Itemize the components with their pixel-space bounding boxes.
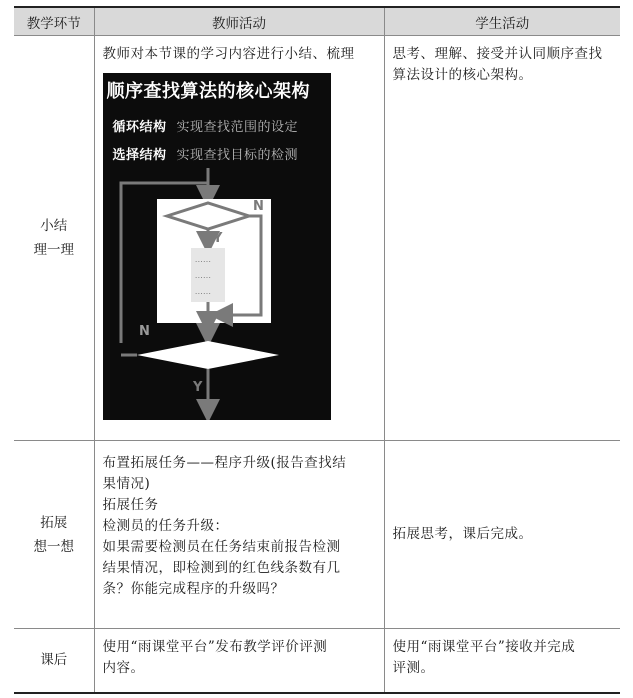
student-text-line: 拓展思考，课后完成。 (392, 526, 533, 542)
header-teacher: 教师活动 (94, 7, 384, 36)
teacher-text-line: 检测员的任务升级： (102, 518, 229, 534)
outer-no-label: N (138, 324, 150, 339)
flowchart-slide (103, 73, 331, 420)
teacher-intro-text: 教师对本节课的学习内容进行小结、梳理 (102, 46, 355, 62)
outer-decision-diamond (137, 341, 279, 369)
process-line-3: ······ (194, 290, 211, 298)
header-student: 学生活动 (384, 7, 620, 36)
loop-structure-label: 循环结构 (112, 120, 167, 135)
stage-label-line1: 小结 (40, 218, 68, 234)
process-line-2: ······ (194, 274, 211, 282)
flowchart-diagram (103, 73, 331, 420)
stage-cell: 课后 (14, 629, 94, 693)
teacher-activity-cell (94, 441, 384, 629)
teacher-text-line: 条？你能完成程序的升级吗？ (102, 581, 285, 597)
student-text-line: 使用“雨课堂平台”接收并完成 (392, 639, 576, 655)
student-text-line: 思考、理解、接受并认同顺序查找 (392, 46, 603, 62)
lesson-plan-table (14, 6, 620, 694)
loop-structure-desc: 实现查找范围的设定 (176, 120, 299, 135)
process-line-1: ······ (194, 258, 211, 266)
table-row (14, 441, 620, 629)
student-text-line: 算法设计的核心架构。 (392, 67, 533, 83)
stage-label-line2: 想一想 (33, 538, 74, 555)
teacher-activity-cell (94, 629, 384, 693)
student-activity-cell (384, 441, 620, 629)
stage-label-line2: 理一理 (33, 242, 74, 258)
teacher-text-line: 使用“雨课堂平台”发布教学评价评测 (102, 639, 328, 655)
teacher-text-line: 布置拓展任务——程序升级(报告查找结 (102, 455, 347, 471)
header-stage: 教学环节 (14, 7, 94, 36)
stage-cell (14, 441, 94, 629)
inner-no-label: N (252, 199, 264, 214)
teacher-text-line: 如果需要检测员在任务结束前报告检测 (102, 539, 341, 555)
slide-title: 顺序查找算法的核心架构 (106, 81, 310, 102)
teacher-activity-cell (94, 36, 384, 441)
teacher-text-line: 内容。 (102, 660, 145, 676)
teacher-text-line: 结果情况，即检测到的红色线条数有几 (102, 560, 341, 576)
inner-yes-label: Y (212, 231, 223, 246)
student-activity-cell (384, 629, 620, 693)
teacher-text-line: 拓展任务 (102, 497, 159, 513)
select-structure-label: 选择结构 (112, 148, 167, 163)
student-activity-cell (384, 36, 620, 441)
table-row (14, 629, 620, 693)
student-text-line: 评测。 (392, 660, 435, 676)
outer-yes-label: Y (192, 380, 203, 395)
select-structure-desc: 实现查找目标的检测 (176, 148, 299, 163)
stage-cell (14, 36, 94, 441)
table-header-row (14, 7, 620, 36)
table-row (14, 36, 620, 441)
teacher-text-line: 果情况) (102, 476, 151, 492)
stage-label-line1: 拓展 (40, 514, 68, 531)
